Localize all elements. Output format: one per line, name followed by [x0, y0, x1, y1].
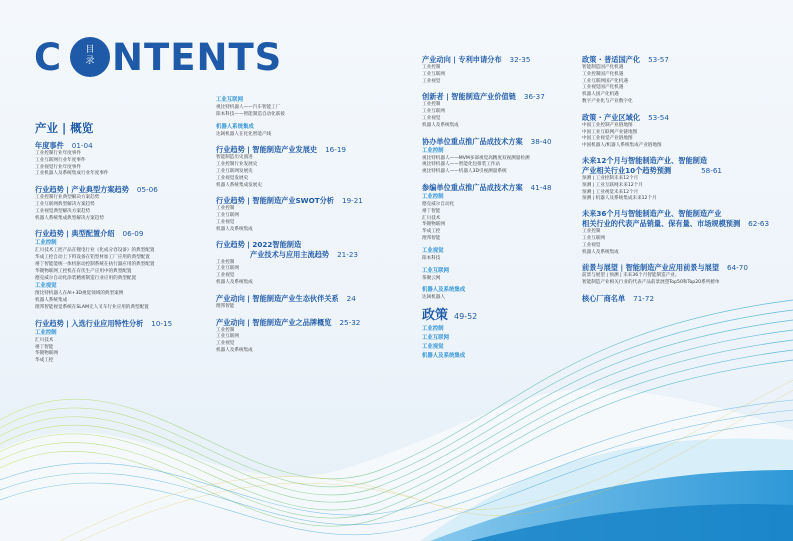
toc-subcategory: 机器人及系统集成 — [422, 353, 466, 360]
logo-text: NTENTS — [112, 36, 283, 79]
toc-item: 工业视觉行业年度事件 — [35, 164, 81, 170]
toc-item: 智能制造历史演进 — [216, 155, 253, 161]
toc-item: 工业控制行业典型解决方案趋势 — [35, 195, 100, 201]
toc-item: 华成工控自动上下料设备在铝型材加工厂应用的典型配置 — [35, 255, 150, 261]
toc-entry[interactable]: 产业动向 | 智能制造产业之品牌概览 25-32 — [216, 317, 361, 327]
toc-item: 预测 | 工业视觉未来12个月 — [582, 189, 639, 195]
toc-subcategory: 工业互联网 — [422, 267, 449, 274]
toc-item: 机器人系统集成 — [35, 298, 68, 304]
toc-subcategory: 工业视觉 — [422, 247, 444, 254]
toc-item: 华成工控 — [422, 229, 441, 235]
toc-item: 视比特机器人——机器人3D引视测量系统 — [422, 169, 507, 175]
logo-sub-2: 录 — [85, 56, 95, 66]
toc-item: 视比特机器人——智能化包排装工作站 — [422, 162, 501, 168]
toc-item: 中国工业控制产业链地图 — [582, 122, 633, 128]
toc-item: 汇川技术 — [422, 215, 441, 221]
toc-item: 汇川技术 — [35, 337, 54, 343]
toc-item: 中国机器人/机器人系统集成产业链地图 — [582, 143, 662, 149]
toc-subcategory: 工业控制 — [422, 326, 444, 333]
toc-item: 工业控制国产化机遇 — [582, 71, 624, 77]
toc-item: 中国工业视觉产业链地图 — [582, 136, 633, 142]
toc-item: 达闼机器人 — [422, 295, 445, 301]
toc-item: 工业视觉 — [216, 219, 235, 225]
toc-item: 华镀物联网 — [422, 222, 445, 228]
toc-entry[interactable]: 政策 · 普适国产化 53-57 — [582, 55, 669, 64]
toc-item: 茶聚云网 — [422, 275, 441, 281]
toc-item: 机器人及系统集成 — [216, 226, 253, 232]
toc-item: 中国工业互联网产业链地图 — [582, 129, 638, 135]
toc-item: 禧丁智能 — [35, 344, 54, 350]
toc-item: 德克威尔自动化 — [422, 201, 455, 207]
toc-entry[interactable]: 未来12个月与智能制造产业、智能制造 — [582, 155, 708, 165]
toc-item: 工业控制 — [422, 102, 441, 108]
toc-item: 数字产业化与产业数字化 — [582, 98, 633, 104]
toc-item: 工业互联网 — [216, 266, 239, 272]
toc-item: 工业机器人及系统集成行业年度事件 — [35, 171, 109, 177]
toc-item: 工业互联网 — [582, 235, 605, 241]
toc-subcategory: 工业控制 — [35, 329, 57, 336]
toc-entry[interactable]: 核心厂商名单 71-72 — [582, 293, 655, 303]
toc-item: 视比特机器人——MVM多部视觉高精度双视测量检测 — [422, 155, 530, 161]
toc-entry[interactable]: 产业动向 | 专利申请分布 32-35 — [422, 55, 531, 64]
toc-entry-cont[interactable]: 产业技术与应用主流趋势 21-23 — [250, 249, 358, 259]
toc-item: 机器人及系统集成 — [216, 279, 253, 285]
toc-item: 达闼机器人在化化智能产线 — [216, 131, 272, 137]
toc-item: 理邦智能视觉系统在SLAM无人叉车行业应用的典型配置 — [35, 304, 149, 310]
toc-entry[interactable]: 行业趋势 | 入选行业应用特性分析 10-15 — [35, 318, 173, 328]
toc-entry[interactable]: 行业趋势 | 2022智能制造 — [216, 239, 302, 249]
toc-item: 工业视觉 — [216, 273, 235, 279]
toc-item: 工业视觉 — [216, 341, 235, 347]
toc-entry[interactable]: 创新者 | 智能制造产业价值链 36-37 — [422, 92, 545, 102]
toc-item: 预测 | 工业控制未来12个月 — [582, 175, 639, 181]
toc-item: 工业控制行业年度事件 — [35, 151, 81, 156]
toc-item: 机器人系统集成发展史 — [216, 182, 262, 188]
toc-item: 汇川技术工控产品在锂电行业《化成分容设备》的典型配置 — [35, 248, 155, 254]
toc-item: 机器人及系统集成 — [422, 122, 459, 128]
toc-item: 阳本科技——智能制造自动化联接 — [216, 111, 285, 117]
toc-entry[interactable]: 行业趋势 | 典型配置介绍 06-09 — [35, 229, 144, 239]
toc-subcategory: 工业互联网 — [216, 97, 243, 103]
toc-item: 工业视觉 — [582, 242, 601, 248]
toc-subcategory: 工业控制 — [422, 193, 444, 200]
toc-item: 工业视觉国产化机遇 — [582, 85, 624, 91]
toc-subcategory: 工业互联网 — [422, 335, 449, 342]
toc-item: 预测 | 机器人及系统集成未来12个月 — [582, 196, 657, 202]
toc-item: 前景与展望 | 预测 | 未来36个月智能制造产业。 — [582, 273, 680, 279]
toc-item: 图比特机器人在AI+3D视觉领域的典型案例 — [35, 291, 124, 297]
toc-item: 禧丁智能 — [422, 208, 441, 214]
toc-entry-cont[interactable]: 相关行业的代表产品销量、保有量、市场规模预测 62-63 — [582, 219, 770, 229]
toc-item: 机器人及系统集成 — [582, 249, 619, 255]
toc-subcategory: 机器人系统集成 — [216, 123, 254, 130]
toc-entry-cont[interactable]: 产业相关行业10个趋势预测 58-61 — [582, 165, 722, 175]
toc-item: 工业互联网典型解决方案趋势 — [35, 201, 95, 207]
toc-subcategory: 机器人及系统集成 — [422, 287, 466, 294]
column-4 — [582, 54, 782, 304]
toc-item: 理邦智能 — [422, 235, 441, 241]
toc-item: 机器人及系统集成 — [216, 347, 253, 353]
toc-item: 机器人系统集成典型解决方案趋势 — [35, 215, 104, 221]
toc-item: 工业互联网国产化机遇 — [582, 78, 628, 84]
toc-item: 预测 | 工业互联网未来12个月 — [582, 182, 643, 188]
toc-entry[interactable]: 协办单位重点推广品成技术方案 38-40 — [422, 136, 552, 146]
toc-entry[interactable]: 政策 · 产业区域化 53-54 — [582, 112, 669, 122]
toc-item: 智能制造国产化机遇 — [582, 65, 624, 70]
toc-item: 工业互联网 — [422, 71, 445, 77]
toc-entry[interactable]: 产业动向 | 智能制造产业生态伙伴关系 24 — [216, 293, 356, 303]
toc-item: 理邦智能 — [216, 303, 235, 309]
toc-item: 机器人国产化机遇 — [582, 92, 619, 98]
toc-item: 智能制造产业相关行业的代表产品前景展望Top50和Top20系列榜单 — [582, 280, 720, 286]
logo-sub-1: 目 — [85, 45, 95, 55]
logo-circle — [70, 37, 110, 77]
toc-entry[interactable]: 行业趋势 | 产业典型方案趋势 05-06 — [35, 185, 158, 195]
toc-item: 工业控制 — [216, 327, 235, 333]
column-2 — [216, 96, 396, 355]
toc-item: 华成工控 — [35, 358, 54, 364]
toc-item: 工业互联网行业年度事件 — [35, 157, 86, 163]
toc-entry[interactable]: 行业趋势 | 智能制造产业SWOT分析 19-21 — [216, 196, 363, 206]
toc-item: 工业互联网 — [422, 109, 445, 115]
toc-item: 华镀物联网工控机在有伏生产应用中的典型配置 — [35, 268, 132, 274]
toc-item: 工业控制 — [422, 65, 441, 70]
toc-item: 工业互联网 — [216, 213, 239, 219]
column-1 — [35, 121, 210, 365]
toc-item: 华镀物联网 — [35, 351, 58, 357]
toc-entry[interactable]: 前景与展望 | 智能制造产业应用前景与展望 64-70 — [582, 263, 748, 273]
toc-subcategory: 工业控制 — [35, 240, 57, 247]
toc-entry-policy[interactable]: 政策 49-52 — [422, 308, 478, 324]
toc-item: 视比特机器人——汽车智能工厂 — [216, 105, 281, 110]
toc-item: 工业互联网 — [216, 334, 239, 340]
toc-item: 工业视觉 — [422, 115, 441, 121]
section-heading-industry: 产业 | 概览 — [35, 121, 94, 135]
toc-item: 工业视觉典型解决方案趋势 — [35, 208, 91, 214]
toc-item: 禧丁智能能统一体机驱动控制系统在执行器应用的典型配置 — [35, 261, 155, 267]
toc-item: 工业视觉发展史 — [216, 175, 249, 181]
toc-item: 工业控制 — [582, 229, 601, 235]
toc-entry[interactable]: 行业趋势 | 智能制造产业发展史 16-19 — [216, 145, 346, 155]
toc-item: 工业互联网发展史 — [216, 168, 253, 174]
toc-item: 工业视觉 — [422, 78, 441, 84]
toc-entry[interactable]: 参编单位重点推广品成技术方案 41-48 — [422, 182, 552, 192]
column-3 — [422, 54, 582, 361]
toc-entry[interactable]: 未来36个月与智能制造产业、智能制造产业 — [582, 209, 722, 219]
toc-subcategory: 工业视觉 — [35, 283, 57, 290]
toc-item: 德克威尔自动化涂装精密制造行业应用的典型配置 — [35, 275, 137, 281]
toc-item: 工业控制 — [216, 206, 235, 212]
toc-item: 工业控制行业发展史 — [216, 162, 258, 168]
toc-item: 阳本科技 — [422, 255, 441, 261]
toc-subcategory: 工业控制 — [422, 147, 444, 154]
toc-subcategory: 工业视觉 — [422, 344, 444, 351]
toc-item: 工业控制 — [216, 259, 235, 265]
toc-entry[interactable]: 年度事件 01-04 — [35, 141, 93, 150]
logo-letter-c: C — [34, 36, 63, 79]
